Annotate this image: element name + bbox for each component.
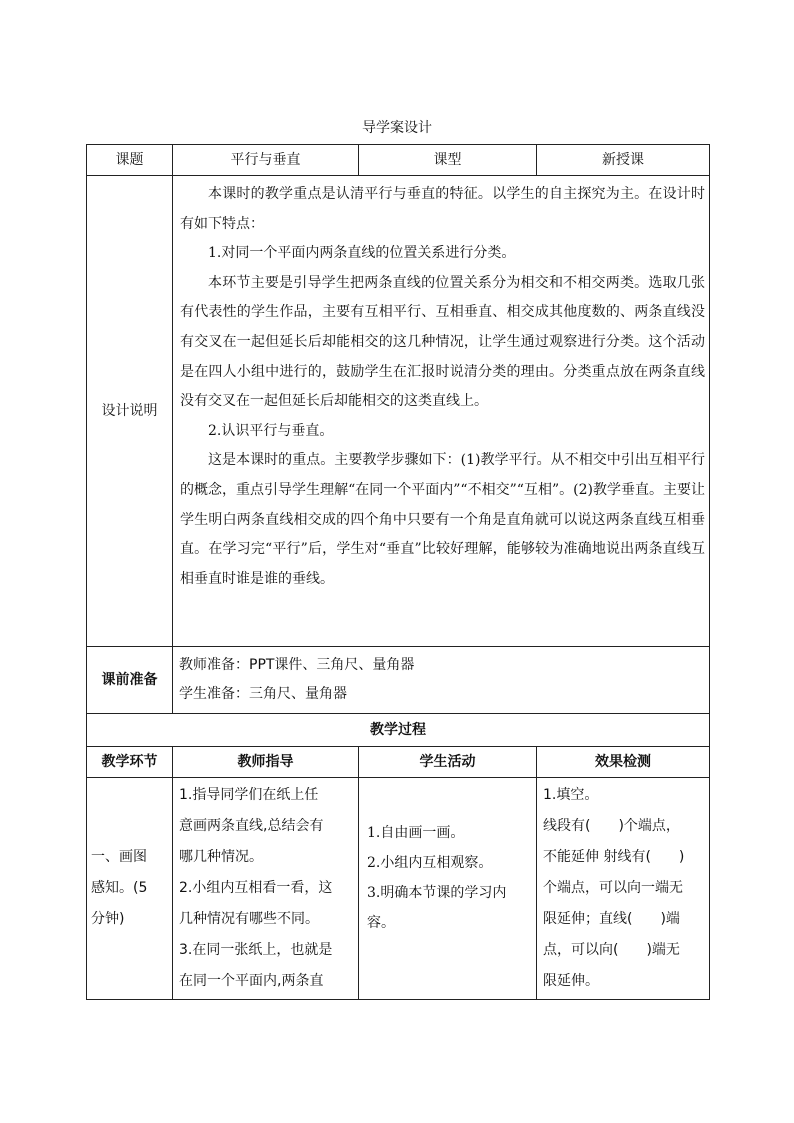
design-paragraph: 本课时的教学重点是认清平行与垂直的特征。以学生的自主探究为主。在设计时有如下特点： <box>180 186 705 232</box>
process-header-row <box>87 747 710 778</box>
prep-label: 课前准备 <box>87 647 173 714</box>
design-description <box>173 176 710 647</box>
col-header-student: 学生活动 <box>359 747 537 778</box>
teacher-line: 意画两条直线,总结会有 <box>179 818 324 834</box>
design-row <box>87 176 710 647</box>
check-line: 1.填空。 <box>543 787 599 803</box>
teacher-line: 2.小组内互相看一看，这 <box>179 880 333 896</box>
process-title: 教学过程 <box>87 714 710 747</box>
check-line: 点，可以向( )端无 <box>543 942 680 958</box>
col-header-stage: 教学环节 <box>87 747 173 778</box>
student-prep: 学生准备：三角尺、量角器 <box>179 686 347 702</box>
design-paragraph: 本环节主要是引导学生把两条直线的位置关系分为相交和不相交两类。选取几张有代表性的学生作品，主要有互相平行、互相垂直、相交成其他度数的、两条直线没有交叉在一起但延长后却能相交的这几种情况，让学生通过观察进行分类。这个活动是在四人小组中进行的，鼓励学生在汇报时说清分类的理由。分类重点放在两条直线没有交叉在一起但延长后却能相交的这类直线上。 <box>180 274 705 410</box>
check-line: 个端点，可以向一端无 <box>543 880 683 896</box>
student-line: 3.明确本节课的学习内 <box>367 885 507 901</box>
stage-name-line: 分钟) <box>91 911 125 927</box>
col-header-teacher: 教师指导 <box>173 747 359 778</box>
stage-name <box>87 778 173 1000</box>
design-label: 设计说明 <box>87 176 173 647</box>
type-value: 新授课 <box>537 145 710 176</box>
document-title: 导学案设计 <box>362 120 432 136</box>
design-paragraph: 这是本课时的重点。主要教学步骤如下：(1)教学平行。从不相交中引出互相平行的概念，重点引导学生理解“在同一个平面内”“不相交”“互相”。(2)教学垂直。主要让学生明白两条直线相交成的四个角中只要有一个角是直角就可以说这两条直线互相垂直。在学习完“平行”后，学生对“垂直”比较好理解，能够较为准确地说出两条直线互相垂直时谁是谁的垂线。 <box>180 452 705 587</box>
teacher-line: 1.指导同学们在纸上任 <box>179 787 319 803</box>
student-line: 2.小组内互相观察。 <box>367 855 493 871</box>
effect-check <box>537 778 710 1000</box>
topic-label: 课题 <box>87 145 173 176</box>
process-title-row <box>87 714 710 747</box>
teacher-guidance <box>173 778 359 1000</box>
type-label: 课型 <box>359 145 537 176</box>
stage-row <box>87 778 710 1000</box>
lesson-plan-table <box>86 144 710 1000</box>
stage-name-line: 感知。(5 <box>91 880 148 896</box>
check-line: 限延伸。 <box>543 973 599 989</box>
topic-value: 平行与垂直 <box>173 145 359 176</box>
check-line: 不能延伸 射线有( ) <box>543 849 685 865</box>
prep-row <box>87 647 710 714</box>
teacher-line: 哪几种情况。 <box>179 849 263 865</box>
check-line: 限延伸；直线( )端 <box>543 911 680 927</box>
design-paragraph: 2.认识平行与垂直。 <box>208 422 334 439</box>
teacher-prep: 教师准备：PPT课件、三角尺、量角器 <box>179 657 415 673</box>
prep-content <box>173 647 710 714</box>
check-line: 线段有( )个端点， <box>543 818 680 834</box>
teacher-line: 3.在同一张纸上，也就是 <box>179 942 333 958</box>
student-line: 1.自由画一画。 <box>367 825 465 841</box>
design-paragraph: 1.对同一个平面内两条直线的位置关系进行分类。 <box>208 245 516 262</box>
teacher-line: 在同一个平面内,两条直 <box>179 973 324 989</box>
student-line: 容。 <box>367 915 395 931</box>
teacher-line: 几种情况有哪些不同。 <box>179 911 319 927</box>
col-header-check: 效果检测 <box>537 747 710 778</box>
topic-row <box>87 145 710 176</box>
student-activity <box>359 778 537 1000</box>
stage-name-line: 一、画图 <box>91 849 147 865</box>
